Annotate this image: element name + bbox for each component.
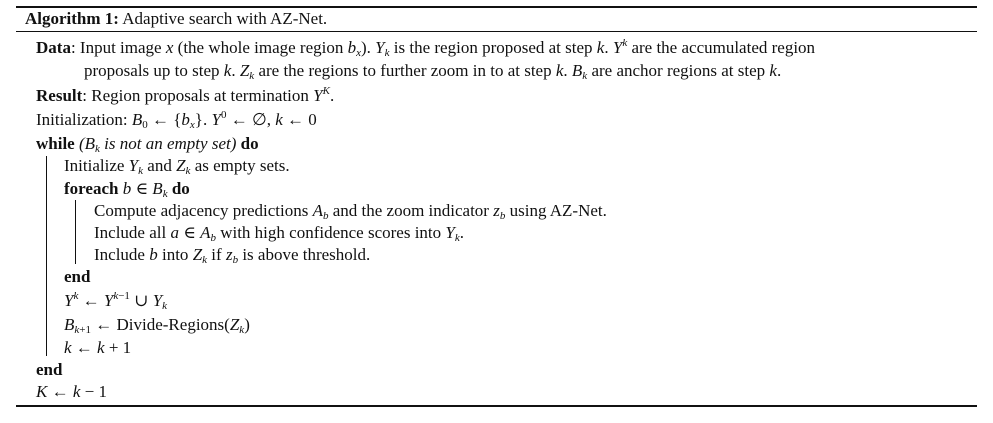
final-line: K ← k − 1 [36,382,107,401]
initialization-line: Initialization: $B_0$ ← $\{b_x\}$. $Y^0$ ← ∅, k ← 0 [36,109,317,131]
while-line: while ($B_k$ is not an empty set) do [36,134,259,155]
data-line-1: Data: Input image x (the whole image region $b_x$). $Y_k$ is the region proposed at step k. $Y^k$ are the accumulated region [36,37,816,59]
caption-rule [16,31,977,32]
foreach-end-line: end [64,267,91,286]
while-end-line: end [36,360,63,379]
while-block-bar [46,156,47,356]
include-all-line: Include all a ∈ $A_b$ with high confidence scores into $Y_k$. [94,223,465,244]
foreach-line: foreach b ∈ $B_k$ do [64,179,190,200]
increment-line: k ← k + 1 [64,338,132,357]
accumulate-line: $Y^k$ ← $Y^{k-1}$ ∪ $Y_k$ [64,290,168,312]
algorithm-title: Adaptive search with AZ-Net. [122,9,328,28]
while-keyword: while [36,134,75,153]
data-keyword: Data [36,38,71,57]
data-line-2: proposals up to step k. $Z_k$ are the regions to further zoom in to at step k. $B_k$ are anchor regions at step k. [84,61,782,82]
init-sets-line: Initialize $Y_k$ and $Z_k$ as empty sets. [64,156,290,177]
top-rule [16,6,977,8]
result-line: Result: Region proposals at termination $Y^K$. [36,85,335,105]
result-keyword: Result [36,86,83,105]
foreach-block-bar [75,200,76,264]
bottom-rule [16,405,977,407]
algorithm-caption [25,9,327,29]
divide-line: $B_{k+1}$ ← Divide-$Regions(Z_k)$ [64,315,250,336]
foreach-keyword: foreach [64,179,119,198]
include-b-line: Include b into $Z_k$ if $z_b$ is above threshold. [94,245,371,266]
algorithm-label: Algorithm 1: [25,9,119,28]
compute-line: Compute adjacency predictions $A_b$ and the zoom indicator $z_b$ using AZ-Net. [94,201,607,222]
